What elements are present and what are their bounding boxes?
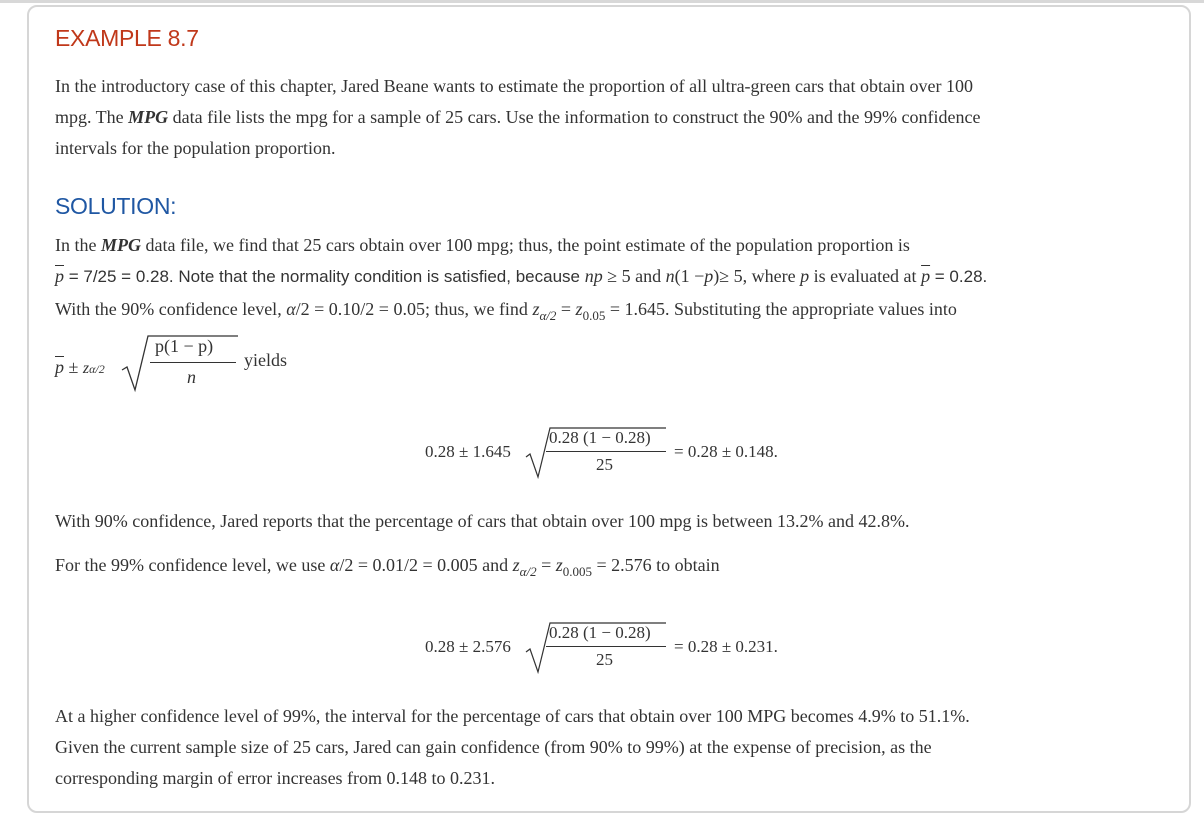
top-rule bbox=[0, 0, 1204, 3]
intro-line-1: In the introductory case of this chapter, Jared Beane wants to estimate the proportion of all ultra-green cars that obtain over 100 bbox=[55, 76, 973, 96]
formula-numerator: p(1 − p) bbox=[155, 336, 214, 356]
result-90: With 90% confidence, Jared reports that the percentage of cars that obtain over 100 mpg is between 13.2% and 42.8%. bbox=[55, 511, 910, 531]
formula-denominator: n bbox=[187, 367, 196, 387]
intro-line-2: mpg. The MPG data file lists the mpg for a sample of 25 cars. Use the information to construct the 90% and the 99% confidence bbox=[55, 107, 981, 127]
yields-text: yields bbox=[244, 350, 287, 370]
conclusion-line-2: Given the current sample size of 25 cars, Jared can gain confidence (from 90% to 99%) at the expense of precision, as the bbox=[55, 737, 932, 757]
mpg-file-name: MPG bbox=[128, 107, 169, 127]
para-99: For the 99% confidence level, we use α/2 = 0.01/2 = 0.005 and $z_{\alpha/2} = z_{0.005} = 2.576$ to obtain bbox=[55, 555, 720, 579]
solution-para-3: With the 90% confidence level, α/2 = 0.10/2 = 0.05; thus, we find $z_{\alpha/2} = z_{0.05} = 1.645$. Substituting the appropriate values into bbox=[55, 299, 957, 323]
conclusion-line-1: At a higher confidence level of 99%, the interval for the percentage of cars that obtain over 100 MPG becomes 4.9% to 51.1%. bbox=[55, 706, 970, 726]
solution-title: SOLUTION: bbox=[55, 193, 177, 219]
solution-para-2: $\overline{p} = 7/25 = 0.28$. Note that the normality condition is satisfied, because np ≥ 5 and n(1 −p)≥ 5, where p is evaluated at $\overline{p} = 0.28$. bbox=[55, 266, 988, 286]
conclusion-line-3: corresponding margin of error increases from 0.148 to 0.231. bbox=[55, 768, 496, 788]
solution-para-1: In the MPG data file, we find that 25 cars obtain over 100 mpg; thus, the point estimate of the population proportion is bbox=[55, 235, 910, 255]
intro-line-3: intervals for the population proportion. bbox=[55, 138, 336, 158]
example-title: EXAMPLE 8.7 bbox=[55, 25, 199, 51]
